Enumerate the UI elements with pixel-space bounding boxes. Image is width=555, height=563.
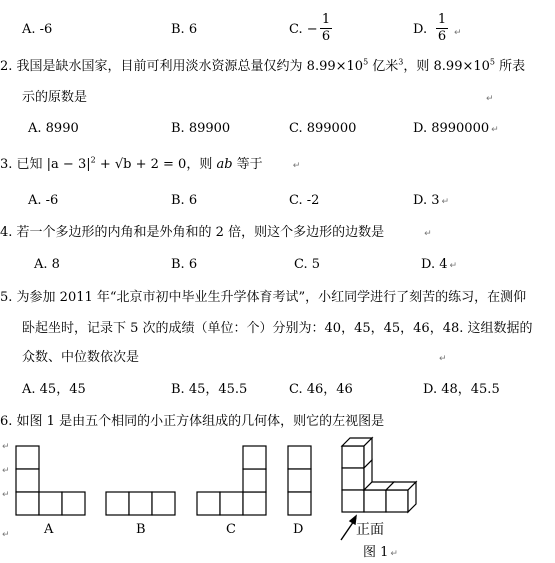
view-b-label: B <box>136 522 146 537</box>
q3-option-a: A. -6 <box>28 193 59 208</box>
view-a-label: A <box>44 522 54 537</box>
q1-option-b: B. 6 <box>171 22 198 37</box>
figure-1-solid <box>342 438 416 512</box>
q5-stem-line2: 卧起坐时，记录下 5 次的成绩（单位：个）分别为：40，45，45，46，48. 这组数据的 <box>22 321 533 336</box>
paragraph-mark: ↵ <box>2 530 10 540</box>
q6-stem: 6. 如图 1 是由五个相同的小正方体组成的几何体，则它的左视图是 <box>0 414 385 429</box>
q3-option-d: D. 3 ↵ <box>413 193 450 208</box>
q2-stem-line2: 示的原数是 <box>22 90 88 105</box>
q4-option-a: A. 8 <box>34 257 60 272</box>
q5-option-b: B. 45，45.5 <box>171 382 248 397</box>
q1-option-a: A. -6 <box>22 22 53 37</box>
view-d <box>288 446 311 515</box>
q5-option-c: C. 46，46 <box>289 382 353 397</box>
view-d-label: D <box>293 522 304 537</box>
q4-stem: 4. 若一个多边形的内角和是外角和的 2 倍，则这个多边形的边数是 ↵ <box>0 225 432 240</box>
q3-option-b: B. 6 <box>171 193 198 208</box>
paragraph-mark: ↵ <box>2 442 10 452</box>
paragraph-mark: ↵ <box>454 28 462 38</box>
q1-d-denominator: 6 <box>437 29 447 44</box>
q2-option-b: B. 89900 <box>171 121 231 136</box>
view-a <box>16 446 85 515</box>
q4-option-c: C. 5 <box>294 257 321 272</box>
q5-option-d: D. 48，45.5 <box>423 382 500 397</box>
q2-option-a: A. 8990 <box>28 121 79 136</box>
paragraph-mark: ↵ <box>486 94 494 104</box>
paragraph-mark: ↵ <box>2 490 10 500</box>
view-c <box>197 446 266 515</box>
q3-option-c: C. -2 <box>289 193 320 208</box>
q1-d-numerator: 1 <box>437 12 447 27</box>
q1-option-d-prefix: D. <box>413 22 428 37</box>
q5-option-a: A. 45，45 <box>22 382 86 397</box>
view-b <box>106 492 175 515</box>
q4-option-b: B. 6 <box>171 257 198 272</box>
q4-option-d: D. 4 ↵ <box>421 257 458 272</box>
figure-caption: 图 1 ↵ <box>363 545 398 560</box>
front-arrow-icon <box>341 516 356 540</box>
q5-stem-line3: 众数、中位数依次是 ↵ <box>22 350 447 365</box>
front-label: 正面 <box>356 522 384 538</box>
q2-option-c: C. 899000 <box>289 121 357 136</box>
paragraph-mark: ↵ <box>2 466 10 476</box>
q2-stem-line1: 2. 我国是缺水国家，目前可利用淡水资源总量仅约为 $8.99\times 10^5$ 亿米$^3$，则 $8.99\times 10^5$ 所表 <box>0 57 526 74</box>
q2-option-d: D. 8990000 ↵ <box>413 121 499 136</box>
q1-c-denominator: 6 <box>321 29 331 44</box>
q5-stem-line1: 5. 为参加 2011 年“北京市初中毕业生升学体育考试”，小红同学进行了刻苦的练习，在测仰 <box>0 290 527 305</box>
view-c-label: C <box>226 522 236 537</box>
q1-option-c-prefix: C. − <box>289 22 318 37</box>
q1-c-numerator: 1 <box>321 12 331 27</box>
q3-stem: 3. 已知 $|a - 3|^2 + √b + 2 = 0$，则 ab 等于 ↵ <box>0 155 301 172</box>
